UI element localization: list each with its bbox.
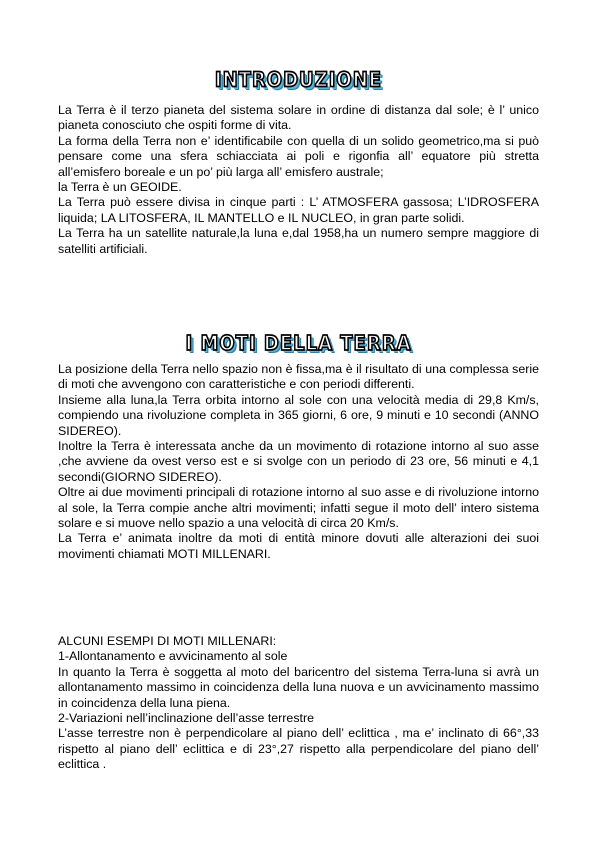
list-item-heading: 1-Allontanamento e avvicinamento al sole: [58, 649, 288, 664]
paragraph: La Terra ha un satellite naturale,la luna e,dal 1958,ha un numero sempre maggiore di satelliti artificiali.: [58, 226, 539, 256]
paragraph: La Terra può essere divisa in cinque parti : L’ ATMOSFERA gassosa; L’IDROSFERA liquida; LA LITOSFERA, IL MANTELLO e IL NUCLEO, in gran parte solidi.: [58, 195, 539, 225]
paragraph: Oltre ai due movimenti principali di rotazione intorno al suo asse e di rivoluzione intorno al sole, la Terra compie anche altri movimenti; infatti segue il moto dell’ intero sistema solare e si muove nello spazio a una velocità di circa 20 Km/s.: [58, 485, 539, 531]
heading-moti-della-terra: I MOTI DELLA TERRA: [185, 331, 412, 356]
list-title: ALCUNI ESEMPI DI MOTI MILLENARI:: [58, 634, 277, 648]
paragraph: La forma della Terra non e’ identificabile con quella di un solido geometrico,ma si può pensare come una sfera schiacciata ai poli e rigonfia all’ equatore più stretta all’emisfero boreale e un po’ più larga all’ emisfero australe;: [58, 133, 539, 179]
heading-introduzione: INTRODUZIONE: [214, 68, 383, 93]
section-introduzione: [58, 103, 539, 257]
paragraph: La posizione della Terra nello spazio non è fissa,ma è il risultato di una complessa serie di moti che avvengono con caratteristiche e con periodi differenti.: [58, 362, 539, 392]
paragraph: L’asse terrestre non è perpendicolare al piano dell’ eclittica , ma e’ inclinato di 66°,33 rispetto al piano dell’ eclittica e di 23°,27 rispetto alla perpendicolare del piano dell’ eclittica .: [58, 726, 539, 772]
paragraph: La Terra e’ animata inoltre da moti di entità minore dovuti alle alterazioni dei suoi movimenti chiamati MOTI MILLENARI.: [58, 531, 539, 561]
paragraph: In quanto la Terra è soggetta al moto del baricentro del sistema Terra-luna si avrà un allontanamento massimo in coincidenza della luna nuova e un avvicinamento massimo in coincidenza della luna piena.: [58, 664, 539, 710]
paragraph: Insieme alla luna,la Terra orbita intorno al sole con una velocità media di 29,8 Km/s, compiendo una rivoluzione completa in 365 giorni, 6 ore, 9 minuti e 10 secondi (ANNO SIDEREO).: [58, 392, 539, 438]
section-moti-millenari: [58, 634, 539, 773]
section-moti: [58, 362, 539, 562]
paragraph: La Terra è il terzo pianeta del sistema solare in ordine di distanza dal sole; è l’ unico pianeta conosciuto che ospiti forme di vita.: [58, 103, 539, 133]
paragraph: Inoltre la Terra è interessata anche da un movimento di rotazione intorno al suo asse ,che avviene da ovest verso est e si svolge con un periodo di 23 ore, 56 minuti e 4,1 secondi(GIORNO SIDEREO).: [58, 439, 539, 484]
paragraph: la Terra è un GEOIDE.: [58, 180, 182, 195]
list-item-heading: 2-Variazioni nell’inclinazione dell’asse terrestre: [58, 711, 314, 726]
